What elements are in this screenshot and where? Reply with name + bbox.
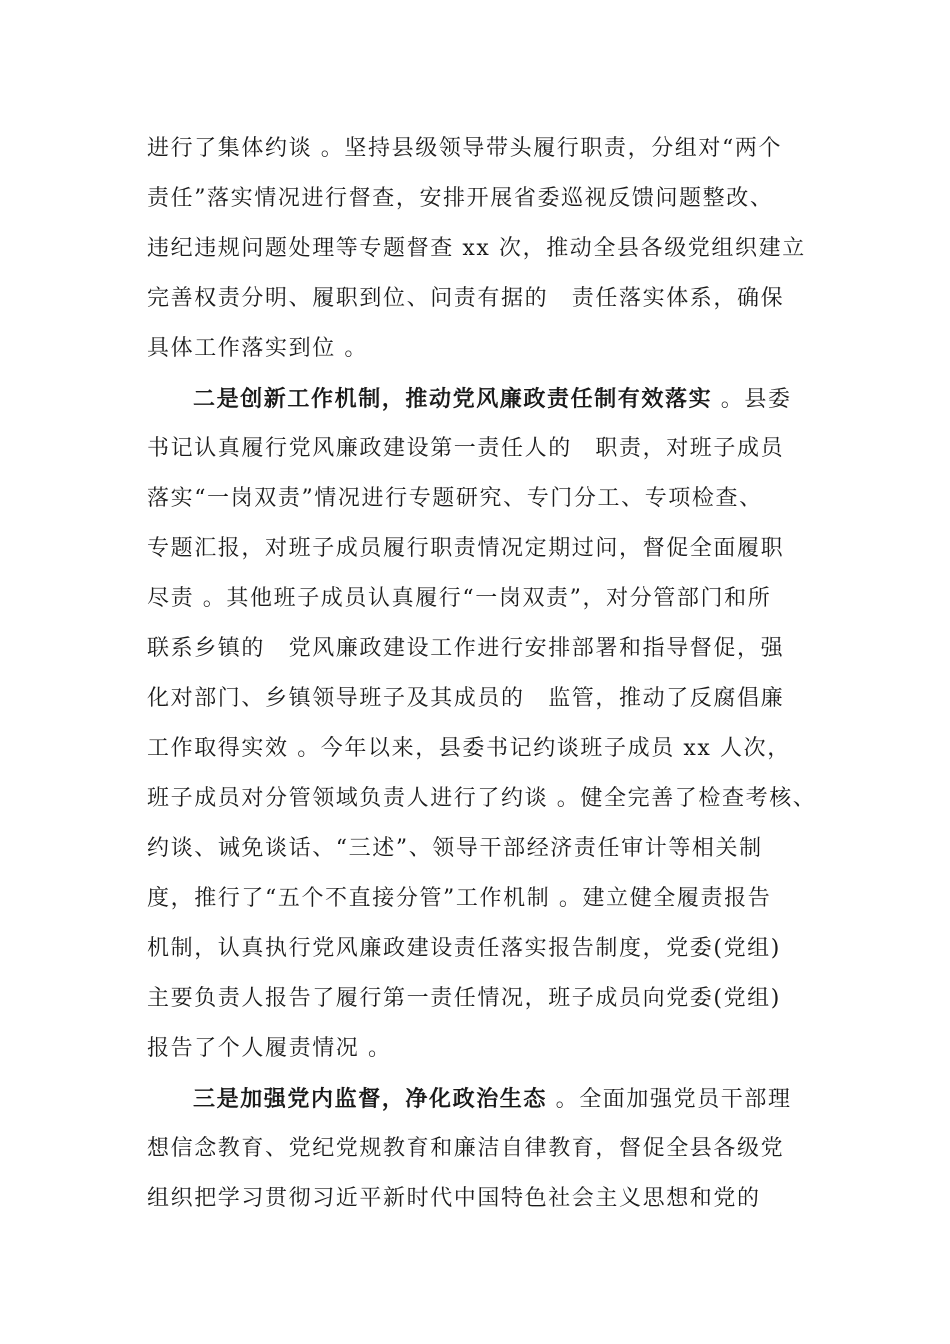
line-text: 专题汇报，对班子成员履行职责情况定期过问，督促全面履职 (147, 536, 785, 561)
line-text: 班子成员对分管领域负责人进行了约谈 。健全完善了检查考核、 (147, 786, 817, 811)
paragraph-heading-line (193, 1084, 792, 1114)
text-line (147, 784, 816, 814)
line-text: 联系乡镇的 党风廉政建设工作进行安排部署和指导督促，强 (147, 636, 785, 661)
text-line (147, 134, 782, 164)
paragraph-heading-line (193, 384, 792, 414)
text-line (147, 434, 784, 464)
text-line (147, 934, 781, 964)
line-text: 报告了个人履责情况 。 (147, 1036, 392, 1061)
line-text: 想信念教育、党纪党规教育和廉洁自律教育，督促全县各级党 (147, 1136, 785, 1161)
line-text: 尽责 。其他班子成员认真履行“一岗双责”，对分管部门和所 (147, 586, 772, 611)
line-text: 机制，认真执行党风廉政建设责任落实报告制度，党委(党组) (147, 936, 781, 961)
text-line (147, 584, 771, 614)
line-text: 组织把学习贯彻习近平新时代中国特色社会主义思想和党的 (147, 1186, 761, 1211)
line-text: 进行了集体约谈 。坚持县级领导带头履行职责，分组对“两个 (147, 136, 783, 161)
text-line (147, 234, 806, 264)
line-text: 主要负责人报告了履行第一责任情况，班子成员向党委(党组) (147, 986, 781, 1011)
line-text: 度，推行了“五个不直接分管”工作机制 。建立健全履责报告 (147, 886, 772, 911)
line-text: 约谈、诫免谈话、“三述”、领导干部经济责任审计等相关制 (147, 836, 763, 861)
text-line (147, 484, 763, 514)
text-line (147, 684, 784, 714)
line-text: 工作取得实效 。今年以来，县委书记约谈班子成员 xx 人次， (147, 736, 791, 761)
text-line (147, 634, 784, 664)
text-line (147, 834, 763, 864)
line-text: 。全面加强党员干部理 (547, 1087, 792, 1112)
line-text: 书记认真履行党风廉政建设第一责任人的 职责，对班子成员 (147, 436, 785, 461)
line-text: 化对部门、乡镇领导班子及其成员的 监管，推动了反腐倡廉 (147, 686, 785, 711)
text-line (147, 884, 771, 914)
text-line (147, 1134, 784, 1164)
text-line (147, 1034, 392, 1064)
text-line (147, 534, 784, 564)
text-line (147, 284, 784, 314)
line-text: 具体工作落实到位 。 (147, 336, 368, 361)
text-line (147, 334, 368, 364)
text-line (147, 734, 791, 764)
line-text: 违纪违规问题处理等专题督查 xx 次，推动全县各级党组织建立 (147, 236, 806, 261)
line-text: 责任”落实情况进行督查，安排开展省委巡视反馈问题整改、 (147, 186, 774, 211)
text-line (147, 184, 773, 214)
line-text: 落实“一岗双责”情况进行专题研究、专门分工、专项检查、 (147, 486, 763, 511)
line-text: 完善权责分明、履职到位、问责有据的 责任落实体系，确保 (147, 286, 785, 311)
text-line (147, 984, 781, 1014)
line-text: 。县委 (712, 387, 792, 412)
text-line (147, 1184, 761, 1214)
paragraph-heading: 二是创新工作机制，推动党风廉政责任制有效落实 (193, 386, 713, 412)
paragraph-heading: 三是加强党内监督，净化政治生态 (193, 1086, 548, 1112)
